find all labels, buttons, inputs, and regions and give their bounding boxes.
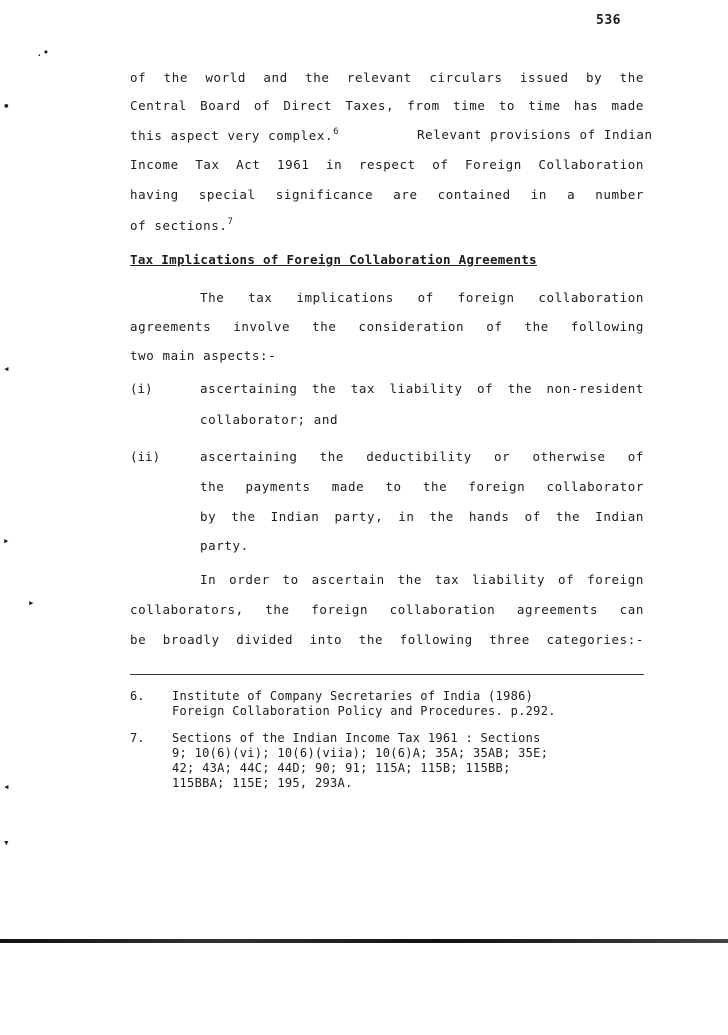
footnote-line: Foreign Collaboration Policy and Procedures. p.292.: [172, 704, 556, 718]
paragraph-line-text: of sections.: [130, 218, 228, 233]
section-heading: Tax Implications of Foreign Collaboration Agreements: [130, 252, 537, 267]
scan-mark: ◂: [3, 362, 10, 375]
list-item-line: collaborator; and: [200, 412, 339, 427]
footnote-line: 115BBA; 115E; 195, 293A.: [172, 776, 353, 790]
list-item-line: ascertaining the deductibility or otherwise of: [200, 449, 644, 464]
footnote-line: 42; 43A; 44C; 44D; 90; 91; 115A; 115B; 115BB;: [172, 761, 511, 775]
paragraph-line: be broadly divided into the following three categories:-: [130, 632, 644, 647]
footnote-line: Institute of Company Secretaries of India (1986): [172, 689, 534, 703]
scan-mark: •: [3, 100, 10, 113]
scan-edge-bar: [0, 939, 728, 943]
list-marker: (ii): [130, 449, 161, 464]
paragraph-line: In order to ascertain the tax liability of foreign: [200, 572, 644, 587]
footnote-ref-6: 6: [333, 127, 340, 137]
paragraph-line-text: this aspect very complex.: [130, 128, 334, 143]
footnote-ref-7: 7: [227, 217, 234, 227]
footnote-number: 7.: [130, 731, 145, 745]
list-item-line: ascertaining the tax liability of the non-resident: [200, 381, 644, 396]
paragraph-line: Central Board of Direct Taxes, from time to time has made: [130, 98, 644, 113]
list-marker: (i): [130, 381, 153, 396]
paragraph-line-with-footnote: [130, 217, 234, 233]
page-number: 536: [596, 13, 621, 28]
scan-mark: .•: [36, 46, 50, 59]
paragraph-line-with-footnote: [130, 127, 339, 143]
paragraph-line: Income Tax Act 1961 in respect of Foreign Collaboration: [130, 157, 644, 172]
scan-mark: ▸: [28, 596, 35, 609]
paragraph-line: collaborators, the foreign collaboration agreements can: [130, 602, 644, 617]
list-item-line: the payments made to the foreign collaborator: [200, 479, 644, 494]
list-item-line: party.: [200, 538, 249, 553]
paragraph-line: Relevant provisions of Indian: [417, 127, 653, 142]
footnote-line: 9; 10(6)(vi); 10(6)(viia); 10(6)A; 35A; 35AB; 35E;: [172, 746, 549, 760]
paragraph-line: The tax implications of foreign collaboration: [200, 290, 644, 305]
paragraph-line: of the world and the relevant circulars issued by the: [130, 70, 644, 85]
paragraph-line: agreements involve the consideration of the following: [130, 319, 644, 334]
scan-mark: ◂: [3, 780, 10, 793]
scan-mark: ▾: [3, 836, 10, 849]
list-item-line: by the Indian party, in the hands of the Indian: [200, 509, 644, 524]
scan-mark: ▸: [3, 534, 10, 547]
footnote-number: 6.: [130, 689, 145, 703]
footnote-separator: [130, 674, 644, 675]
paragraph-line: two main aspects:-: [130, 348, 277, 363]
paragraph-line: having special significance are contained in a number: [130, 187, 644, 202]
footnote-line: Sections of the Indian Income Tax 1961 : Sections: [172, 731, 541, 745]
